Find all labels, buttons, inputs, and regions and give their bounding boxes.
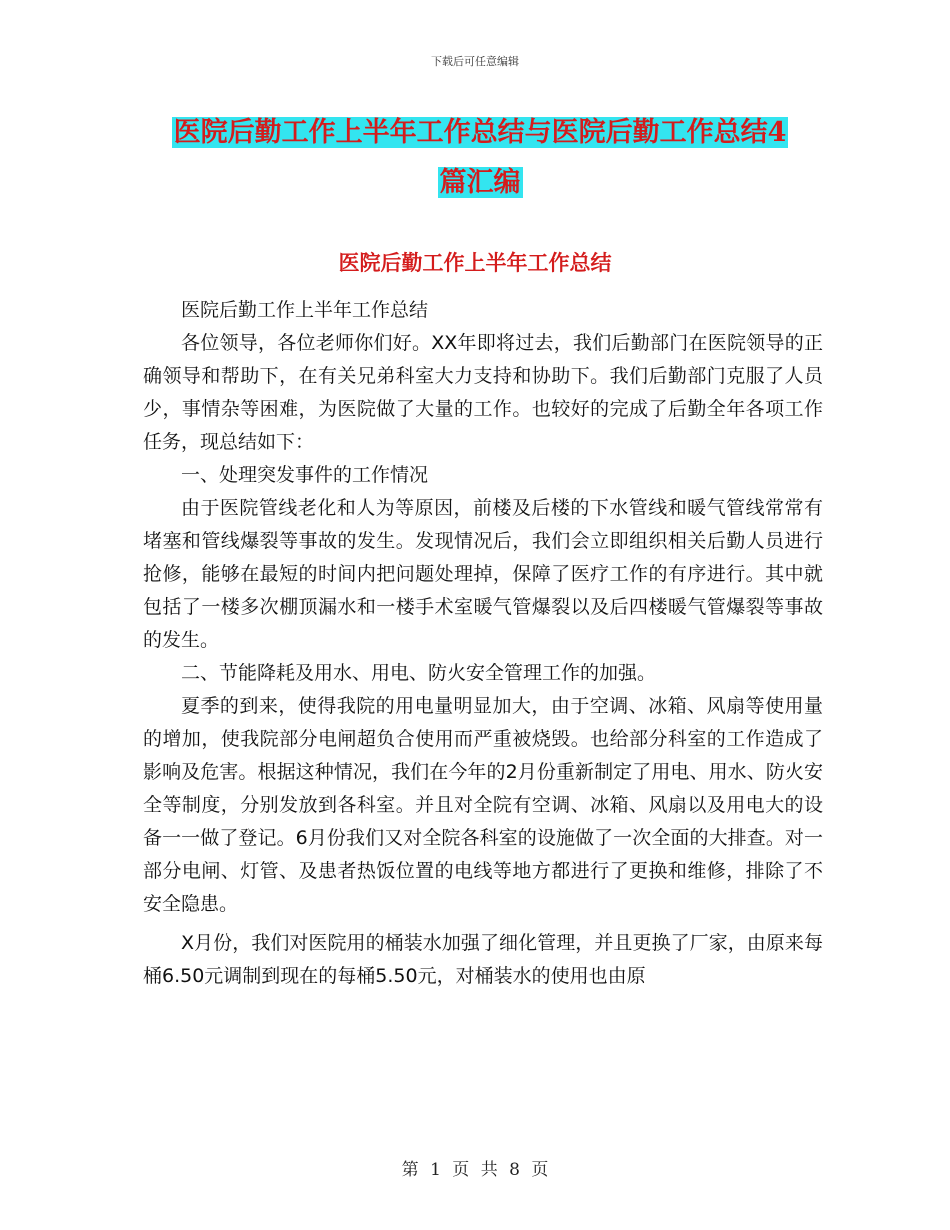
section-title: 医院后勤工作上半年工作总结 xyxy=(338,250,612,275)
body-text xyxy=(143,294,823,993)
paragraph-heading-1: 一、处理突发事件的工作情况 xyxy=(181,464,429,486)
document-title xyxy=(150,108,810,208)
header-note: 下载后可任意编辑 xyxy=(431,55,519,68)
paragraph-energy: 夏季的到来，使得我院的用电量明显加大，由于空调、冰箱、风扇等使用量的增加，使我院部分电闸超负合使用而严重被烧毁。也给部分科室的工作造成了影响及危害。根据这种情况，我们在今年的2月份重新制定了用电、用水、防火安全等制度，分别发放到各科室。并且对全院有空调、冰箱、风扇以及用电大的设备一一做了登记。6月份我们又对全院各科室的设施做了一次全面的大排查。对一部分电闸、灯管、及患者热饭位置的电线等地方都进行了更换和维修，排除了不安全隐患。 xyxy=(143,695,823,915)
document-title-line2: 篇汇编 xyxy=(439,167,521,198)
paragraph-emergency: 由于医院管线老化和人为等原因，前楼及后楼的下水管线和暖气管线常常有堵塞和管线爆裂等事故的发生。发现情况后，我们会立即组织相关后勤人员进行抢修，能够在最短的时间内把问题处理掉，保障了医疗工作的有序进行。其中就包括了一楼多次棚顶漏水和一楼手术室暖气管爆裂以及后四楼暖气管爆裂等事故的发生。 xyxy=(143,497,823,651)
page-footer: 第 1 页 共 8 页 xyxy=(401,1160,549,1180)
document-title-line1: 医院后勤工作上半年工作总结与医院后勤工作总结4 xyxy=(173,117,787,148)
paragraph-heading-2: 二、节能降耗及用水、用电、防火安全管理工作的加强。 xyxy=(181,662,657,684)
paragraph-subtitle: 医院后勤工作上半年工作总结 xyxy=(181,299,429,321)
paragraph-greeting: 各位领导，各位老师你们好。XX年即将过去，我们后勤部门在医院领导的正确领导和帮助下，在有关兄弟科室大力支持和协助下。我们后勤部门克服了人员少，事情杂等困难，为医院做了大量的工作。也较好的完成了后勤全年各项工作任务，现总结如下： xyxy=(143,332,823,453)
paragraph-water: X月份，我们对医院用的桶装水加强了细化管理，并且更换了厂家，由原来每桶6.50元调制到现在的每桶5.50元，对桶装水的使用也由原 xyxy=(143,932,823,987)
